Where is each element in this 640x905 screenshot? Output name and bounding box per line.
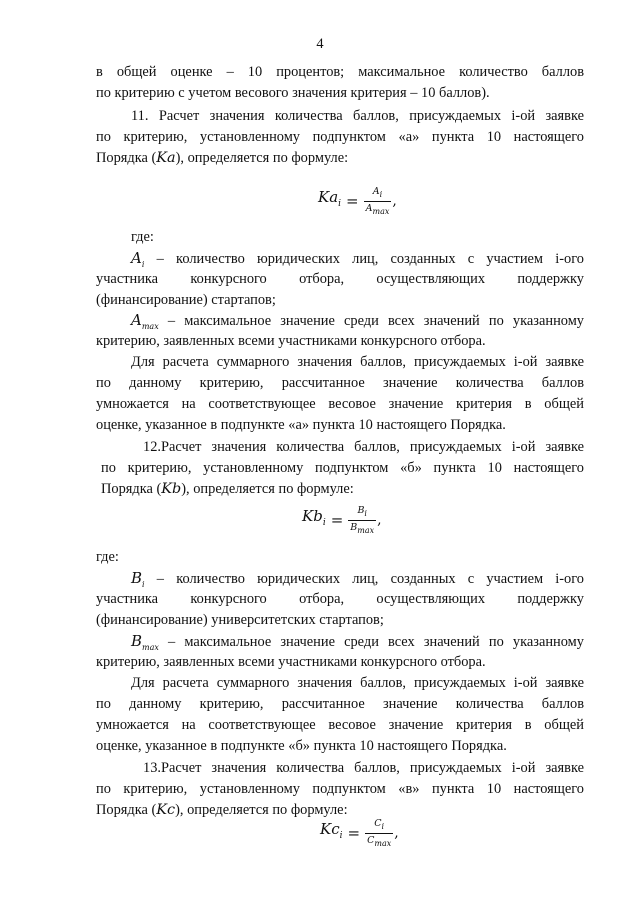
text-line: 13.Расчет значения количества баллов, присуждаемых i-ой заявке xyxy=(143,760,584,776)
text-line: критерию, заявленных всеми участниками конкурсного отбора. xyxy=(96,654,486,670)
text-line: Порядка (Ka), определяется по формуле: xyxy=(96,150,349,166)
text-line: по данному критерию, рассчитанное значение количества баллов xyxy=(96,375,584,391)
text-line: (финансирование) университетских стартапов; xyxy=(96,612,384,628)
text-line: $B_i$ – количество юридических лиц, созданных с участием i-ого xyxy=(131,569,584,589)
var-A-i: $A_i$ xyxy=(131,249,145,269)
var-B-i: $B_i$ xyxy=(131,569,145,589)
text-line: где: xyxy=(131,229,154,245)
formula-kb: $Kb_i$ = $\frac{B_i}{B_{max}}$ , xyxy=(302,505,382,535)
text-line: Для расчета суммарного значения баллов, присуждаемых i-ой заявке xyxy=(131,675,584,691)
text-line: по критерию с учетом весового значения критерия – 10 баллов). xyxy=(96,85,490,101)
text-line: по критерию, установленному подпунктом «в» пункта 10 настоящего xyxy=(96,781,584,797)
formula-lhs: $Ka_i$ xyxy=(318,188,342,210)
text-line: в общей оценке – 10 процентов; максимальное количество баллов xyxy=(96,64,584,80)
text-line: 12.Расчет значения количества баллов, присуждаемых i-ой заявке xyxy=(143,439,584,455)
text-line: 11. Расчет значения количества баллов, присуждаемых i-ой заявке xyxy=(131,108,584,124)
text-line: оценке, указанное в подпункте «а» пункта 10 настоящего Порядка. xyxy=(96,417,506,433)
text-line: Порядка (Kb), определяется по формуле: xyxy=(101,481,354,497)
formula-lhs: $Kc_i$ xyxy=(320,820,343,842)
var-B-max: $B_{max}$ xyxy=(131,632,159,652)
text-line: оценке, указанное в подпункте «б» пункта 10 настоящего Порядка. xyxy=(96,738,507,754)
formula-lhs: $Kb_i$ xyxy=(302,507,326,529)
text-line: $B_{max}$ – максимальное значение среди всех значений по указанному xyxy=(131,632,584,652)
formula-kc: $Kc_i$ = $\frac{C_i}{C_{max}}$ , xyxy=(320,818,399,848)
text-line: по данному критерию, рассчитанное значение количества баллов xyxy=(96,696,584,712)
math-Ka: Ka xyxy=(156,150,176,166)
formula-ka: $Ka_i$ = $\frac{A_i}{A_{max}}$ , xyxy=(318,186,397,216)
text-line: $A_i$ – количество юридических лиц, созданных с участием i-ого xyxy=(131,249,584,269)
text-line: по критерию, установленному подпунктом «б» пункта 10 настоящего xyxy=(101,460,584,476)
text-line: Порядка (Kc), определяется по формуле: xyxy=(96,802,348,818)
text-line: умножается на соответствующее весовое значение критерия в общей xyxy=(96,396,584,412)
fraction: $\frac{B_i}{B_{max}}$ xyxy=(350,505,375,535)
fraction: $\frac{A_i}{A_{max}}$ xyxy=(365,186,390,216)
text-line: где: xyxy=(96,549,119,565)
var-A-max: $A_{max}$ xyxy=(131,311,159,331)
text-line: (финансирование) стартапов; xyxy=(96,292,276,308)
math-Kb: Kb xyxy=(161,481,182,497)
text-line: критерию, заявленных всеми участниками конкурсного отбора. xyxy=(96,333,486,349)
text-line: по критерию, установленному подпунктом «а» пункта 10 настоящего xyxy=(96,129,584,145)
fraction: $\frac{C_i}{C_{max}}$ xyxy=(367,818,392,848)
page-number: 4 xyxy=(316,36,324,52)
text-line: умножается на соответствующее весовое значение критерия в общей xyxy=(96,717,584,733)
text-line: участника конкурсного отбора, осуществляющих поддержку xyxy=(96,271,584,287)
math-Kc: Kc xyxy=(156,802,176,818)
text-line: участника конкурсного отбора, осуществляющих поддержку xyxy=(96,591,584,607)
text-line: $A_{max}$ – максимальное значение среди всех значений по указанному xyxy=(131,311,584,331)
text-line: Для расчета суммарного значения баллов, присуждаемых i-ой заявке xyxy=(131,354,584,370)
